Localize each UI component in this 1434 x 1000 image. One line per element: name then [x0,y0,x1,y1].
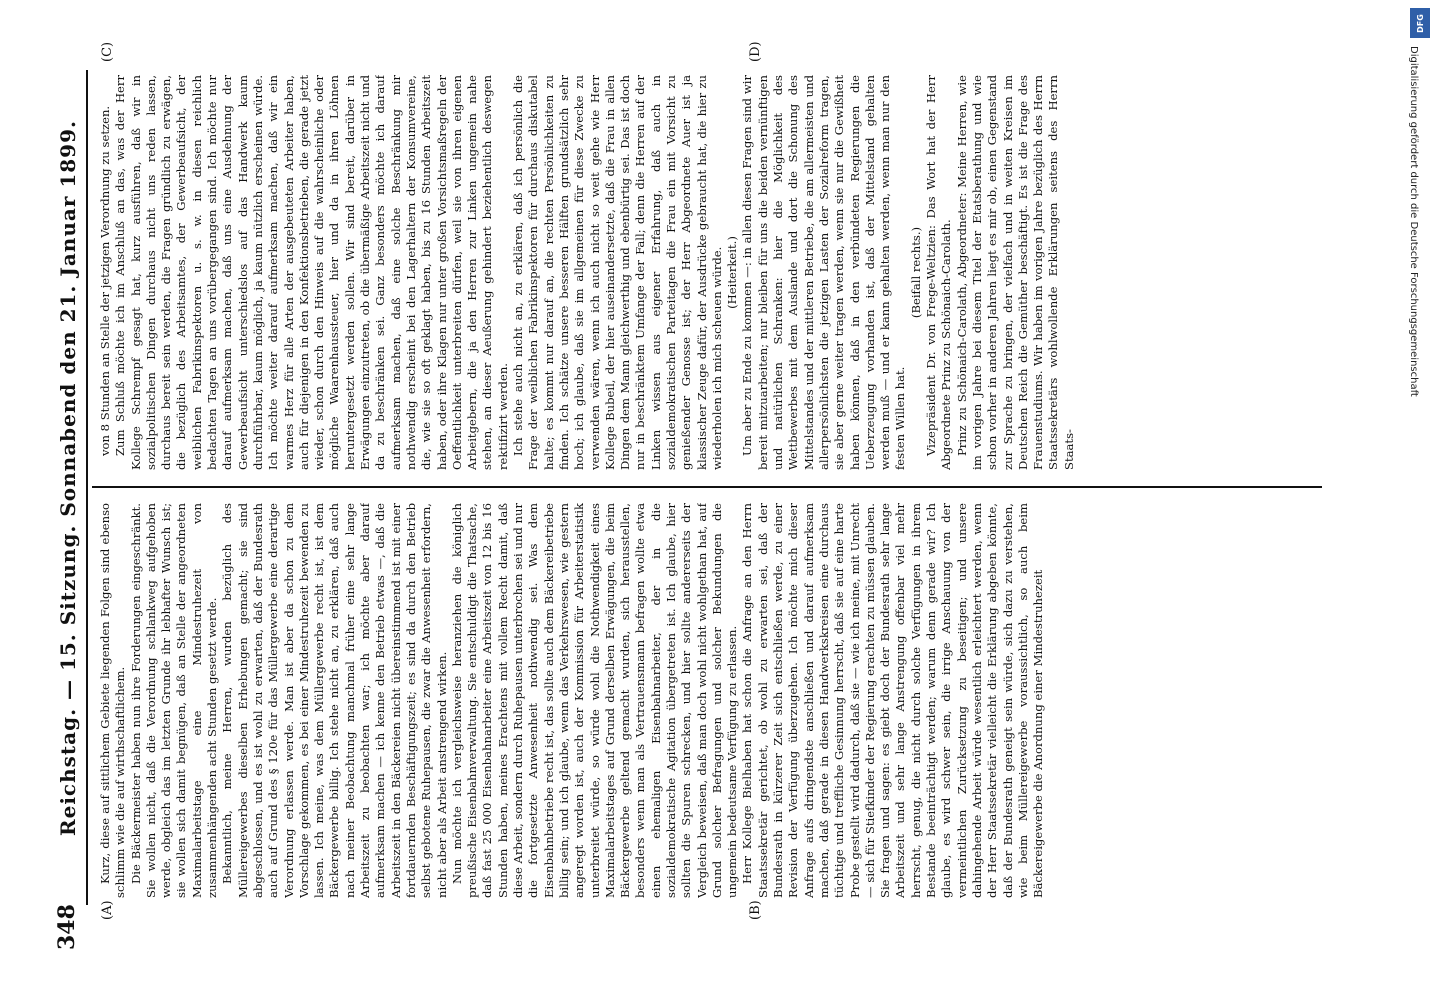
right-column [98,75,1318,470]
stage-direction: (Beifall rechts.) [908,226,923,319]
running-title: Reichstag. — 15. Sitzung. Sonnabend den 21. Januar 1899. [56,120,80,837]
paragraph: Die Bäckermeister haben nun ihre Forderungen eingeschränkt. Sie wollen nicht, daß die Verordnung schlankweg aufgehoben werde, obgleich das im letzten Grunde ihr lebhafter Wunsch ist; sie wollen sich damit begnügen, daß an Stelle der angeordneten Maximalarbeitstage eine Mindestruhezeit von zusammenhängenden acht Stunden gesetzt werde. [128,503,220,898]
paragraph: von 8 Stunden an Stelle der jetzigen Verordnung zu setzen. [98,105,112,456]
paragraph: Um aber zu Ende zu kommen —: in allen diesen Fragen sind wir bereit mitzuarbeiten; nur bleiben für uns die beiden vernünftigen und natürlichen Schranken: hier die Möglichkeit des Wettbewerbes mit dem Auslande und dort die Schonung des Mittelstandes und der mittleren Betriebe, die am allermeisten und allerpersönlichsten die jetzigen Lasten der Sozialreform tragen, sie aber gerne weiter tragen werden, wenn sie nur die Gewißheit haben können, daß in den verbündeten Regierungen die Ueberzeugung vorhanden ist, daß der Mittelstand gehalten werden muß — und er kann gehalten werden, wenn man nur den festen Willen hat. [740,75,908,470]
paragraph: Ich stehe auch nicht an, zu erklären, daß ich persönlich die Frage der weiblichen Fabrikinspektoren für durchaus diskutabel halte; es kommt nur darauf an, die rechten Persönlichkeiten zu finden. Ich schätze unsere besseren Hälften grundsätzlich sehr hoch; ich glaube, daß sie im allgemeinen für diese Zwecke zu verwenden wären, wenn ich auch nicht so weit gehe wie Herr Kollege Bubeil, der hier auseinandersetzte, daß die Frau in allen Dingen dem Mann gleichwerthig und ebenbürtig sei. Das ist doch nur in beschränktem Umfange der Fall; denn die Herren auf der Linken wissen aus eigener Erfahrung, daß auch in sozialdemokratischen Parteitagen die Frau ein mit Vorsicht zu genießender Genosse ist; der Herr Abgeordnete Auer ist ja klassischer Zeuge dafür, der Ausdrücke gebraucht hat, die hier zu wiederholen ich mich scheuen würde. [511,75,724,470]
stage-direction: (Heiterkeit.) [725,236,740,309]
page-header [40,70,80,950]
paragraph: Zum Schluß möchte ich im Anschluß an das, was der Herr Kollege Schrempf gesagt hat, kurz ausführen, daß wir in sozialpolitischen Dingen durchaus nicht uns reden lassen, durchaus bereit sein werden, die Fragen gründlich zu erwägen, die bezüglich des Arbeitsamtes, der Gewerbeaufsicht, der weiblichen Fabrikinspektoren u. s. w. in diesen reichlich bedachten Tagen an uns vorübergegangen sind. Ich möchte nur darauf aufmerksam machen, daß uns eine Ausdehnung der Gewerbeaufsicht unterschiedslos auf das Handwerk kaum durchführbar, kaum möglich, ja kaum nützlich erscheinen würde. Ich möchte weiter darauf aufmerksam machen, daß wir ein warmes Herz für alle Arten der ausgebeuteten Arbeiter haben, auch für diejenigen in den Konfektionsbetrieben, die gerade jetzt wieder, schon durch den Hinweis auf die wahrscheinliche oder mögliche Waarenhaussteuer, hier und da in ihren Löhnen heruntergesetzt werden sollen. Wir sind bereit, darüber in Erwägungen einzutreten, ob die übermäßige Arbeitszeit nicht und da zu beschränken sei. Ganz besonders möchte ich darauf aufmerksam machen, daß eine solche Beschränkung mir nothwendig erscheint bei den Lagerhaltern der Konsumvereine, die, wie sie so oft geklagt haben, bis zu 16 Stunden Arbeitszeit haben, oder ihre Klagen nur unter großen Vorsichtsmaßregeln der Oeffentlichkeit unterbreiten dürfen, weil sie von ihren eigenen Arbeitgebern, die ja den Herren zur Linken ungemein nahe stehen, an dieser Aeußerung gehindert beziehentlich deswegen rektifizirt werden. [113,75,510,470]
margin-marker-b: (B) [748,900,763,920]
paragraph: Prinz zu Schönaich-Carolath, Abgeordneter: Meine Herren, wie im vorigen Jahre bei diesem Titel der Etatsberathung und wie schon vorher in anderen Jahren liegt es mir ob, einen Gegenstand zur Sprache zu bringen, der vielfach und in weiten Kreisen im Deutschen Reich die Gemüther beschäftigt. Es ist die Frage des Frauenstudiums. Wir haben im vorigen Jahre bezüglich des Herrn Staatssekretärs wohlwollende Erklärungen seitens des Herrn Staats- [954,75,1076,470]
paragraph: Kurz, diese auf sittlichem Gebiete liegenden Folgen sind ebenso schlimm wie die auf wirthschaftlichem. [98,503,128,898]
margin-marker-d: (D) [748,41,763,62]
column-separator [92,486,1322,488]
margin-marker-a: (A) [100,900,115,920]
left-column [98,503,1318,898]
digitization-note: Digitalisierung gefördert durch die Deutsche Forschungsgemeinschaft [1408,46,1419,397]
paragraph: Nun möchte ich vergleichsweise heranziehen die königlich preußische Eisenbahnverwaltung. Sie entschuldigt die Thatsache, daß fast 25 000 Eisenbahnarbeiter eine Arbeitszeit von 12 bis 16 Stunden haben, meines Erachtens mit vollem Recht damit, daß diese Arbeit, sondern durch Ruhepausen unterbrochen sei und nur die fortgesetzte Anwesenheit nothwendig sei. Was dem Eisenbahnbetriebe recht ist, das sollte auch dem Bäckereibetriebe billig sein; und ich glaube, wenn das Verkehrswesen, wie gestern angeregt worden ist, auch der Kommission für Arbeiterstatistik unterbreitet würde, so würde wohl die Nothwendigkeit eines Maximalarbeitstages auf Grund derselben Erwägungen, die beim Bäckergewerbe geltend gemacht wurden, sich herausstellen, besonders wenn man als Vertrauensmann befragen wollte etwa einen ehemaligen Eisenbahnarbeiter, der in die sozialdemokratische Agitation übergetreten ist. Ich glaube, hier sollten die Spuren schrecken, und hier sollte andererseits der Vergleich beweisen, daß man doch wohl nicht wohlgethan hat, auf Grund solcher Befragungen und solcher Bekundungen die ungemein bedeutsame Verfügung zu erlassen. [449,503,740,898]
paragraph: Vizepräsident Dr. von Frege-Weltzien: Das Wort hat der Herr Abgeordnete Prinz zu Schönaich-Carolath. [924,75,954,470]
header-rule [86,70,88,905]
dfg-logo: DFG [1410,8,1430,38]
margin-marker-c: (C) [100,41,115,62]
paragraph: Bekanntlich, meine Herren, wurden bezüglich des Müllereigewerbes dieselben Erhebungen gemacht; sie sind abgeschlossen, und es ist wohl zu erwarten, daß der Bundesrath auch auf Grund des § 120e für das Müllergewerbe eine derartige Verordnung erlassen werde. Man ist aber da schon zu dem Vorschlage gekommen, es bei einer Mindestruhezeit bewenden zu lassen. Ich meine, was dem Müllergewerbe recht ist, ist dem Bäckergewerbe billig. Ich stehe nicht an, zu erklären, daß auch nach meiner Beobachtung manchmal früher eine sehr lange Arbeitszeit zu beobachten war; ich möchte aber darauf aufmerksam machen — ich kenne den Betrieb etwas —, daß die Arbeitszeit in den Bäckereien nicht übereinstimmend ist mit einer fortdauernden Beschäftigungszeit; es sind da durch den Betrieb selbst gebotene Ruhepausen, die zwar die Anwesenheit erfordern, nicht aber als Arbeit anstrengend wirken. [220,503,449,898]
page-number: 348 [54,904,80,950]
paragraph: Herr Kollege Bielhaben hat schon die Anfrage an den Herrn Staatssekretär gerichtet, ob wohl zu erwarten sei, daß der Bundesrath in kürzerer Zeit sich entschließen werde, zu einer Revision der Verfügung überzugehen. Ich möchte mich dieser Anfrage aufs dringendste anschließen und darauf aufmerksam machen, daß gerade in diesen Handwerkskreisen eine durchaus tüchtige und treffliche Gesinnung herrscht, daß sie auf eine harte Probe gestellt wird dadurch, daß sie — wie ich meine, mit Unrecht — sich für Stiefkinder der Regierung erachten zu müssen glauben. Sie fragen und sagen: es giebt doch der Bundesrath sehr lange Arbeitszeit und sehr lange Anstrengung offenbar viel mehr herrscht, genug, die nicht durch solche Verfügungen in ihrem Bestande beeinträchtigt werden; warum denn gerade wir? Ich glaube, es wird schwer sein, die irrige Anschauung von der vermeintlichen Zurücksetzung zu beseitigen; und unsere dahingehende Arbeit würde wesentlich erleichtert werden, wenn der Herr Staatssekretär vielleicht die Erklärung abgeben könnte, daß der Bundesrath geneigt sein würde, sich dazu zu verstehen, wie beim Müllereigewerbe voraussichtlich, so auch beim Bäckereigewerbe die Anordnung einer Mindestruhezeit [740,503,1046,898]
